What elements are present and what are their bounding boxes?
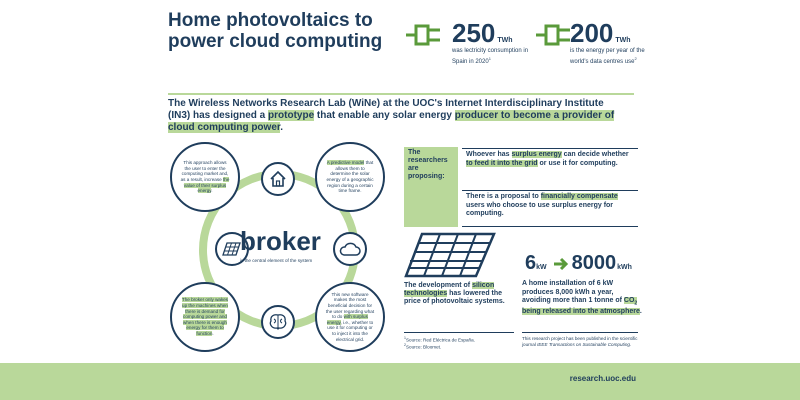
- proposal-item-surplus: Whoever has surplus energy can decide whether to feed it into the grid or use it for computing.: [466, 151, 629, 167]
- proposal-divider: [462, 148, 638, 149]
- arrow-right-icon: [552, 256, 570, 272]
- sources: [404, 336, 524, 350]
- house-icon-circle: [261, 162, 295, 196]
- solar-panel-icon: [222, 241, 242, 257]
- plug-icon: [534, 22, 574, 48]
- journal-divider: [522, 332, 638, 333]
- source-line: $^1$Source: Red Eléctrica de España.: [404, 336, 475, 343]
- divider: [168, 93, 634, 95]
- install-text: A home installation of 6 kW produces 8,000 kWh a year, avoiding more than 1 tonne of $CO_2$ being released into the atmosphere.: [522, 280, 642, 315]
- stat-number: 200: [570, 18, 614, 48]
- circle-broker-wakes: The broker only wakes up the machines when there is demand for computing power and when there is enough energy for them to function.: [170, 282, 240, 352]
- silicon-text: The development of silicon technologies has lowered the price of photovoltaic systems.: [404, 282, 505, 305]
- to-value: 8000: [571, 252, 617, 274]
- proposal-divider: [462, 226, 638, 227]
- stat-electricity-spain: [404, 18, 534, 78]
- proposal-item-compensate: There is a proposal to financially compensate users who choose to use surplus energy for computing.: [466, 193, 618, 217]
- page-title: Home photovoltaics to power cloud computing: [168, 10, 383, 52]
- proposal-divider: [462, 190, 638, 191]
- broker-title: broker: [240, 226, 321, 256]
- from-unit: kW: [536, 264, 547, 271]
- kw-conversion: [525, 252, 632, 275]
- sources-divider: [404, 332, 514, 333]
- circle-predictive-model: A predictive model that allows them to determine the solar energy of a geographic region during a certain time frame.: [315, 142, 385, 212]
- footnote-marker: 1: [488, 56, 491, 61]
- stat-caption: was lectricity consumption in Spain in 2020$^1$: [452, 48, 529, 65]
- brain-icon: [268, 313, 288, 331]
- broker-caption: is the central element of the system: [240, 258, 313, 263]
- stat-data-centres: [534, 18, 664, 78]
- circle-value-surplus: This approach allows the user to enter the computing market and, as a result, increase the value of their surplus energy.: [170, 142, 240, 212]
- plug-icon: [404, 22, 444, 48]
- stat-number: 250: [452, 18, 496, 48]
- stat-caption: is the energy per year of the world's data centres use$^2$: [570, 48, 645, 65]
- house-icon: [268, 169, 288, 189]
- cloud-icon: [339, 241, 361, 257]
- proposal-label: The researchers are proposing:: [404, 147, 458, 227]
- stat-unit: TWh: [615, 37, 631, 44]
- brain-icon-circle: [261, 305, 295, 339]
- from-value: 6: [525, 252, 537, 274]
- stat-unit: TWh: [497, 37, 513, 44]
- cloud-icon-circle: [333, 232, 367, 266]
- footer-link[interactable]: research.uoc.edu: [569, 374, 636, 383]
- circle-software-decision: This new software makes the most beneficial decision for the user regarding what to do with surplus energy, i.e., whether to use it for computing or to inject it into the electrical grid.: [315, 282, 385, 352]
- journal-note: This research project has been published in the scientific journal IEEE Transactions on Sustainable Computing.: [522, 336, 638, 347]
- solar-panel-icon: [404, 232, 496, 278]
- to-unit: kWh: [617, 264, 632, 271]
- footnote-marker: 2: [634, 56, 637, 61]
- source-line: $^2$Source: Bloomet.: [404, 343, 442, 350]
- footer-bar: [0, 363, 800, 400]
- intro-text: The Wireless Networks Research Lab (WiNe) at the UOC's Internet Interdisciplinary Institute (IN3) has designed a prototype that enable any solar energy producer to become a provider of cloud computing power.: [168, 98, 615, 133]
